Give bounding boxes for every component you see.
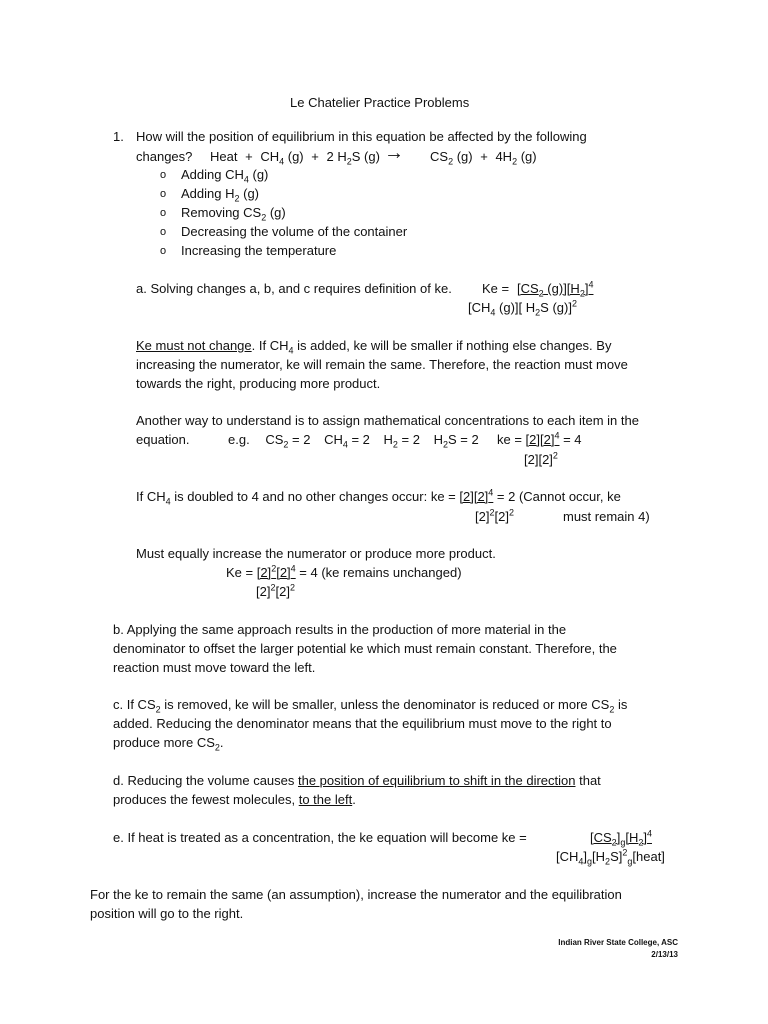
changes-label: changes? (136, 149, 193, 164)
bullet: o (160, 207, 167, 219)
list-item: Removing $CS_2$ (g) (181, 205, 286, 223)
bullet: o (160, 226, 167, 238)
question-number: 1. (113, 129, 124, 144)
list-item: Increasing the temperature (181, 243, 337, 258)
list-item: Adding $CH_4$ (g) (181, 167, 269, 185)
heat-ke-denominator: $[CH_4]_g[H_2S]^2_g[heat]$ (556, 847, 665, 867)
paragraph-line: d. Reducing the volume causes the position of equilibrium to shift in the direction that (113, 773, 601, 788)
paragraph-line: added. Reducing the denominator means that the equilibrium must move to the right to (113, 716, 612, 731)
paragraph-line: c. If $CS_2$ is removed, ke will be smaller, unless the denominator is reduced or more $CS_2$ is (113, 697, 628, 715)
bullet: o (160, 245, 167, 257)
paragraph-line: denominator to offset the larger potential ke which must remain constant. Therefore, the (113, 641, 617, 656)
paragraph-line: produces the fewest molecules, to the left. (113, 792, 356, 807)
ke-unchanged: $Ke = [2]^2[2]^4 = 4$ (ke remains unchanged) (226, 563, 462, 580)
conclusion-line: position will go to the right. (90, 906, 244, 921)
paragraph-line: equation. (136, 432, 190, 447)
bullet: o (160, 188, 167, 200)
list-item: Adding $H_2$ (g) (181, 186, 259, 204)
footer-institution: Indian River State College, ASC (558, 938, 678, 947)
paragraph-line: b. Applying the same approach results in the production of more material in the (113, 622, 567, 637)
paragraph-line: Ke must not change. If $CH_4$ is added, ke will be smaller if nothing else changes. By (136, 338, 612, 356)
page-title: Le Chatelier Practice Problems (290, 95, 470, 110)
doubled-denominator: $[2]^2[2]^2$ (475, 507, 514, 524)
reaction-arrow: → (384, 142, 404, 164)
conclusion-line: For the ke to remain the same (an assumption), increase the numerator and the equilibration (90, 887, 622, 902)
paragraph-line: increasing the numerator, ke will remain the same. Therefore, the reaction must move (136, 357, 628, 372)
paragraph-line: If $CH_4$ is doubled to 4 and no other changes occur: ke = $[2][2]^4 = 2$ (Cannot occur, ke (136, 487, 621, 507)
bullet: o (160, 169, 167, 181)
paragraph-line: produce more $CS_2$. (113, 735, 224, 753)
reaction-products: $CS_2$ $(g) + 4H_2$ (g) (430, 149, 537, 167)
ke-example-denominator: $[2][2]^2$ (524, 450, 558, 467)
example-values: e.g. $CS_2 = 2$ $CH_4 = 2$ $H_2 = 2$ $H_2S = 2$ (228, 432, 479, 450)
footer-date: 2/13/13 (651, 950, 678, 959)
list-item: Decreasing the volume of the container (181, 224, 408, 239)
part-a-intro: a. Solving changes a, b, and c requires definition of ke. (136, 281, 452, 296)
paragraph-line: towards the right, producing more product. (136, 376, 381, 391)
ke-example: ke = $[2][2]^4 = 4$ (497, 430, 582, 447)
paragraph-line: reaction must move toward the left. (113, 660, 316, 675)
reaction-line: changes? Heat + $CH_4$ (g) + 2 $H_2S$ (g) (136, 149, 380, 167)
question-text: How will the position of equilibrium in this equation be affected by the following (136, 129, 587, 144)
paragraph-line: Another way to understand is to assign mathematical concentrations to each item in the (136, 413, 639, 428)
heat-ke-numerator: $[CS_2]_g[H_2]^4$ (590, 828, 652, 848)
ke-denominator: [$CH_4$ (g)][ $H_2S$ (g)]$^2$ (468, 298, 577, 318)
ke-numerator: [$CS_2$ $(g)][H_2]^4$ (517, 279, 594, 299)
paragraph-line: e. If heat is treated as a concentration, the ke equation will become ke = (113, 830, 527, 845)
ke-unchanged-denominator: $[2]^2[2]^2$ (256, 582, 295, 599)
paragraph-line: must remain 4) (563, 509, 650, 524)
paragraph-line: Must equally increase the numerator or produce more product. (136, 546, 496, 561)
ke-label: Ke = (482, 281, 510, 296)
